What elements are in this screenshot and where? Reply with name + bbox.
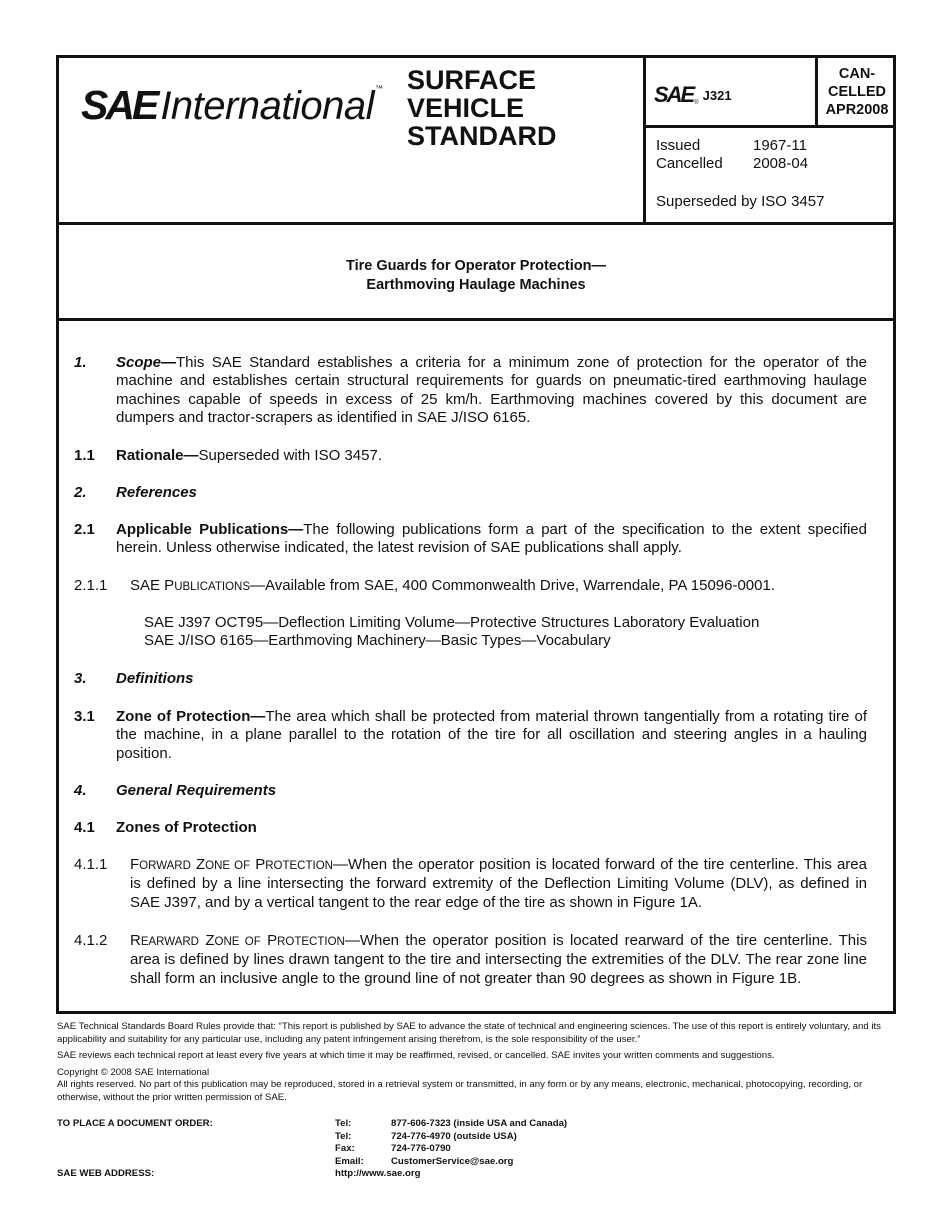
cancelled-row — [656, 155, 808, 173]
contact-row — [335, 1143, 567, 1156]
section-text — [116, 447, 867, 465]
heading-cap: Z — [190, 856, 206, 873]
section-text — [130, 856, 867, 912]
document-id: J321 — [702, 88, 732, 103]
status-line: APR2008 — [825, 101, 889, 118]
small-sae-logo: SAE — [654, 82, 694, 107]
contact-row — [335, 1168, 567, 1181]
heading-smallcaps: EARWARD — [140, 936, 199, 948]
email-link[interactable]: CustomerService@sae.org — [391, 1155, 514, 1167]
section-body: —When the operator position is located forward of the tire centerline. This area is defined by a line intersecting the forward extremity of the Deflection Limiting Volume (DLV), as defined in SAE J397, and by a vertical tangent to the rear edge of the tire as shown in Figure 1A. — [130, 856, 867, 911]
document-title — [59, 225, 893, 321]
contact-label: Fax: — [335, 1143, 355, 1154]
section-number: 4.1.1 — [74, 856, 108, 873]
sae-international-logo — [81, 82, 383, 126]
section-3-definitions — [74, 670, 867, 688]
heading-smallcaps: ROTECTION — [277, 936, 345, 948]
section-heading: Zone of Protection— — [116, 708, 266, 725]
section-number: 2.1.1 — [74, 577, 108, 594]
section-heading: General Requirements — [116, 782, 277, 799]
section-heading: Scope— — [116, 354, 177, 371]
heading-cap: P — [250, 856, 266, 873]
cancelled-value: 2008-04 — [753, 155, 809, 172]
board-rules-text: SAE Technical Standards Board Rules provide that: “This report is published by SAE to advance the state of technical and engineering sciences. The use of this report is entirely voluntary, and its applicability and suitability for any particular use, including any patent infringement arising therefrom, is the sole responsibility of the user.” — [57, 1021, 881, 1045]
document-header — [59, 58, 893, 225]
section-body: This SAE Standard establishes a criteria for a minimum zone of protection for the operator of the machine and establishes certain structural requirements for guards on pneumatic-tired earthmoving haulage machines capable of speeds in excess of 25 km/h. Earthmoving machines covered by this document are dumpers and tractor-scrapers as identified in SAE J/ISO 6165. — [116, 354, 867, 427]
doc-type-line: VEHICLE — [407, 93, 525, 123]
section-4-1-1-forward-zone — [74, 856, 867, 912]
document-dates — [656, 137, 808, 173]
logo-brand: SAE — [81, 82, 157, 128]
title-line: Tire Guards for Operator Protection— — [346, 258, 606, 274]
contact-value: 724-776-0790 — [391, 1143, 451, 1154]
section-text — [130, 577, 867, 596]
registered-mark: ® — [694, 100, 699, 106]
cancelled-status-box — [815, 58, 896, 128]
section-heading: Applicable Publications— — [116, 521, 304, 538]
logo-word: International — [160, 84, 374, 128]
web-address-link[interactable]: http://www.sae.org — [335, 1168, 421, 1179]
section-heading: Zones of Protection — [116, 819, 257, 836]
rights-text: All rights reserved. No part of this publication may be reproduced, stored in a retrieval system or transmitted, in any form or by any means, electronic, mechanical, photocopying, recording, or otherwise, without the prior written permission of SAE. — [57, 1079, 863, 1103]
section-text — [116, 354, 867, 428]
section-2-1-applicable-publications — [74, 521, 867, 558]
heading-cap: F — [130, 856, 140, 873]
section-heading: Definitions — [116, 670, 194, 687]
heading-smallcaps: ROTECTION — [265, 860, 333, 872]
section-2-1-1-sae-publications — [74, 577, 867, 596]
section-number: 1. — [74, 354, 87, 371]
contact-row — [335, 1118, 567, 1131]
order-label: TO PLACE A DOCUMENT ORDER: — [57, 1118, 213, 1129]
section-body: The area which shall be protected from material thrown tangentially from a rotating tire of the machine, in a plane parallel to the rotation of the tire for all oscillation and steering angles in a hauling position. — [116, 708, 867, 762]
section-number: 2.1 — [74, 521, 95, 538]
heading-smallcaps: ONE OF — [214, 936, 261, 948]
cancelled-label: Cancelled — [656, 155, 723, 172]
document-frame — [56, 55, 896, 1014]
document-number — [654, 84, 732, 106]
section-4-general-requirements — [74, 782, 867, 800]
review-text: SAE reviews each technical report at least every five years at which time it may be reaffirmed, revised, or cancelled. SAE invites your written comments and suggestions. — [57, 1050, 775, 1061]
issued-row — [656, 137, 808, 155]
doc-type-line: STANDARD — [407, 121, 557, 151]
heading-cap: R — [130, 932, 141, 949]
status-line: CAN- — [838, 65, 876, 82]
web-address-label: SAE WEB ADDRESS: — [57, 1168, 155, 1179]
contact-label: Tel: — [335, 1118, 352, 1129]
contact-row — [335, 1131, 567, 1144]
status-line: CELLED — [828, 83, 886, 100]
section-text — [116, 708, 867, 763]
section-1-scope — [74, 354, 867, 428]
document-type — [407, 66, 557, 150]
section-4-1-zones-of-protection — [74, 819, 867, 837]
section-number: 4. — [74, 782, 87, 799]
section-2-references — [74, 484, 867, 502]
section-body: —Available from SAE, 400 Commonwealth Drive, Warrendale, PA 15096-0001. — [250, 577, 776, 594]
section-heading-smallcaps: UBLICATIONS — [174, 581, 251, 593]
contact-list — [335, 1118, 567, 1181]
section-4-1-2-rearward-zone — [74, 932, 867, 988]
section-body: Superseded with ISO 3457. — [198, 447, 382, 464]
section-text — [116, 521, 867, 558]
section-number: 4.1.2 — [74, 932, 108, 949]
contact-label: Email: — [335, 1155, 364, 1167]
contact-row — [335, 1156, 567, 1169]
section-body: —When the operator position is located rearward of the tire centerline. This area is defined by lines drawn tangent to the tire and intersecting the extremities of the DLV. The rear zone line shall form an inclusive angle to the ground line of not greater than 90 degrees as shown in Figure 1B. — [130, 932, 867, 987]
heading-cap: P — [260, 932, 278, 949]
section-heading: References — [116, 484, 197, 501]
contact-label: Tel: — [335, 1130, 352, 1142]
section-number: 1.1 — [74, 447, 95, 464]
title-line: Earthmoving Haulage Machines — [366, 277, 586, 293]
section-1-1-rationale — [74, 447, 867, 465]
section-number: 3. — [74, 670, 87, 687]
logo-trademark: ™ — [374, 84, 383, 93]
issued-label: Issued — [656, 137, 701, 154]
section-text — [130, 932, 867, 988]
section-number: 2. — [74, 484, 87, 501]
section-heading: Rationale— — [116, 447, 199, 464]
document-info-panel — [643, 58, 893, 222]
doc-type-line: SURFACE — [407, 65, 537, 95]
heading-smallcaps: ONE OF — [205, 860, 251, 872]
heading-cap: Z — [199, 932, 215, 949]
contact-value: 724-776-4970 (outside USA) — [391, 1130, 517, 1142]
section-body: The following publications form a part of the specification to the extent specified herein. Unless otherwise indicated, the latest revision of SAE publications shall apply. — [116, 521, 867, 557]
legal-footer — [57, 1021, 897, 1104]
document-number-box — [646, 58, 815, 128]
section-heading: SAE P — [130, 577, 175, 594]
section-number: 4.1 — [74, 819, 95, 836]
copyright-text: Copyright © 2008 SAE International — [57, 1066, 210, 1078]
reference-item: SAE J/ISO 6165—Earthmoving Machinery—Basic Types—Vocabulary — [144, 632, 611, 650]
reference-item: SAE J397 OCT95—Deflection Limiting Volume—Protective Structures Laboratory Evaluation — [144, 614, 760, 631]
section-number: 3.1 — [74, 708, 95, 725]
contact-value: 877-606-7323 (inside USA and Canada) — [391, 1118, 568, 1129]
reference-list — [144, 614, 864, 651]
superseded-note: Superseded by ISO 3457 — [656, 193, 825, 210]
section-3-1-zone-of-protection — [74, 708, 867, 763]
issued-value: 1967-11 — [753, 137, 807, 154]
heading-smallcaps: ORWARD — [139, 860, 191, 872]
